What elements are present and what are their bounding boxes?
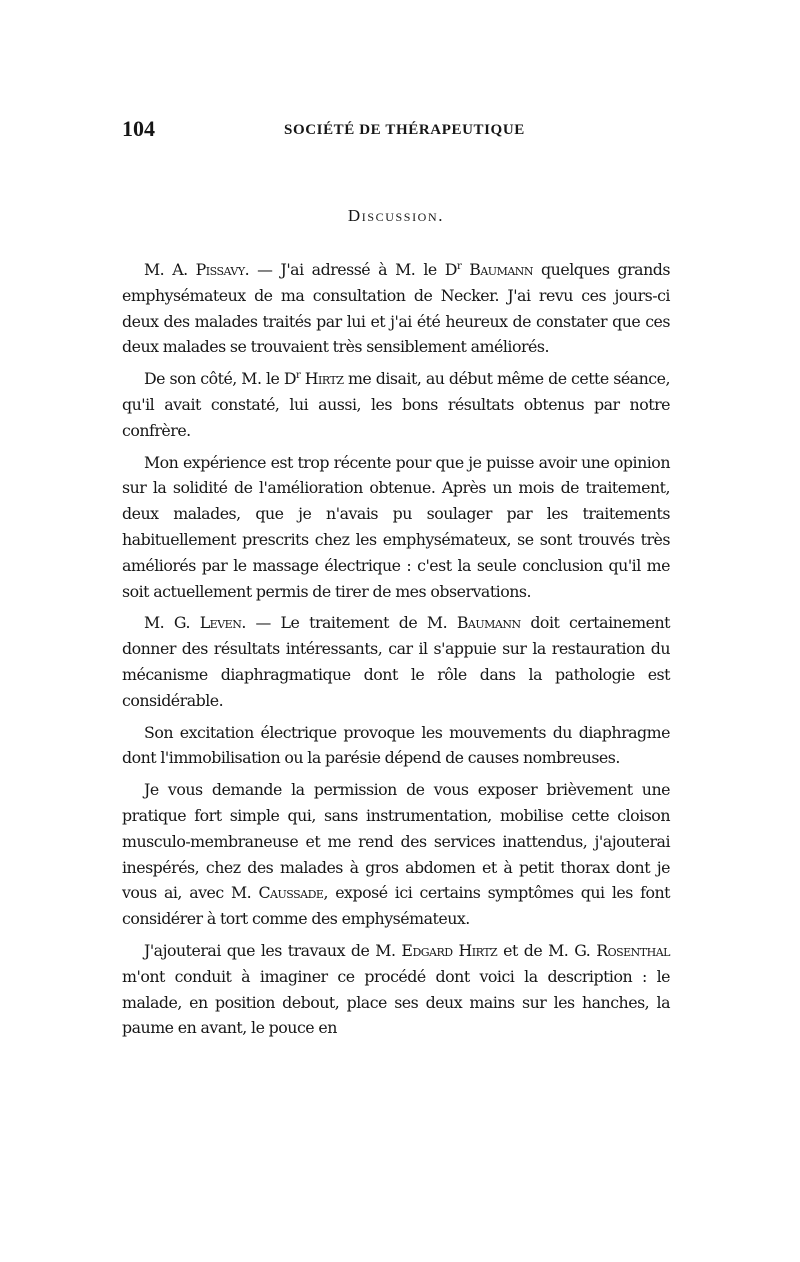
text-fragment: — Le traitement de M.	[245, 613, 448, 633]
paragraph-procede	[122, 938, 670, 1041]
person-name: Hirtz	[300, 369, 344, 389]
text-fragment: m'ont conduit à imaginer ce procédé dont voici la description : le malade, en position debout, place ses deux mains sur les hanches, la paume en avant, le pouce en	[122, 966, 670, 1038]
paragraph-excitation: Son excitation électrique provoque les mouvements du diaphragme dont l'immobilisation ou la parésie dépend de causes nombreuses.	[122, 722, 670, 768]
paragraph-pratique	[122, 777, 670, 932]
person-name: Edgard Hirtz	[395, 940, 498, 960]
paragraph-experience: Mon expérience est trop récente pour que je puisse avoir une opinion sur la solidité de l'amélioration obtenue. Après un mois de traitement, deux malades, que je n'avais pu soulager par les traitements habituellement prescrits chez les emphysémateux, se sont trouvés très améliorés par le massage électrique : c'est la seule conclusion qu'il me soit actuellement permis de tirer de mes observations.	[122, 452, 670, 601]
page-number: 104	[122, 116, 155, 141]
text-fragment: et de M. G.	[497, 940, 591, 960]
person-name: Baumann	[447, 613, 521, 633]
person-name: Caussade	[251, 883, 324, 903]
superscript: r	[296, 370, 301, 382]
running-head	[122, 118, 670, 140]
text-fragment: — J'ai adressé à M. le D	[249, 260, 457, 279]
body-text	[122, 257, 670, 1047]
text-fragment: quelques grands emphysémateux de ma consultation de Necker. J'ai revu ces jours-ci deux des malades traités par lui et j'ai été heureux de constater que ces deux malades se trouvaient très sensiblement améliorés.	[122, 260, 670, 357]
person-name: Baumann	[461, 260, 534, 279]
text-fragment: , exposé ici certains symptômes qui les font considérer à tort comme des emphysémateux.	[122, 883, 670, 929]
section-heading: Discussion.	[347, 206, 445, 225]
paragraph-leven	[122, 610, 670, 713]
person-name: Rosenthal	[590, 940, 670, 960]
text-fragment: De son côté, M. le D	[144, 369, 297, 389]
text-fragment: J'ajouterai que les travaux de M.	[144, 940, 396, 960]
paragraph-pissavy	[122, 257, 670, 360]
text-fragment: me disait, au début même de cette séance, qu'il avait constaté, lui aussi, les bons résultats obtenus par notre confrère.	[122, 369, 670, 440]
speaker-name: M. A. Pissavy.	[144, 260, 250, 279]
text-fragment: Je vous demande la permission de vous exposer brièvement une pratique fort simple qui, sans instrumentation, mobilise cette cloison musculo-membraneuse et me rend des services inattendus, j'ajouterai inespérés, chez des malades à gros abdomen et à petit thorax dont je vous ai, avec M.	[122, 780, 670, 903]
superscript: r	[456, 261, 462, 272]
paragraph-hirtz	[122, 366, 670, 443]
text-fragment: doit certainement donner des résultats intéressants, car il s'appuie sur la restauration du mécanisme diaphragmatique dont le rôle dans la pathologie est considérable.	[122, 613, 670, 710]
speaker-name: M. G. Leven.	[144, 613, 246, 633]
journal-title: SOCIÉTÉ DE THÉRAPEUTIQUE	[284, 122, 525, 138]
